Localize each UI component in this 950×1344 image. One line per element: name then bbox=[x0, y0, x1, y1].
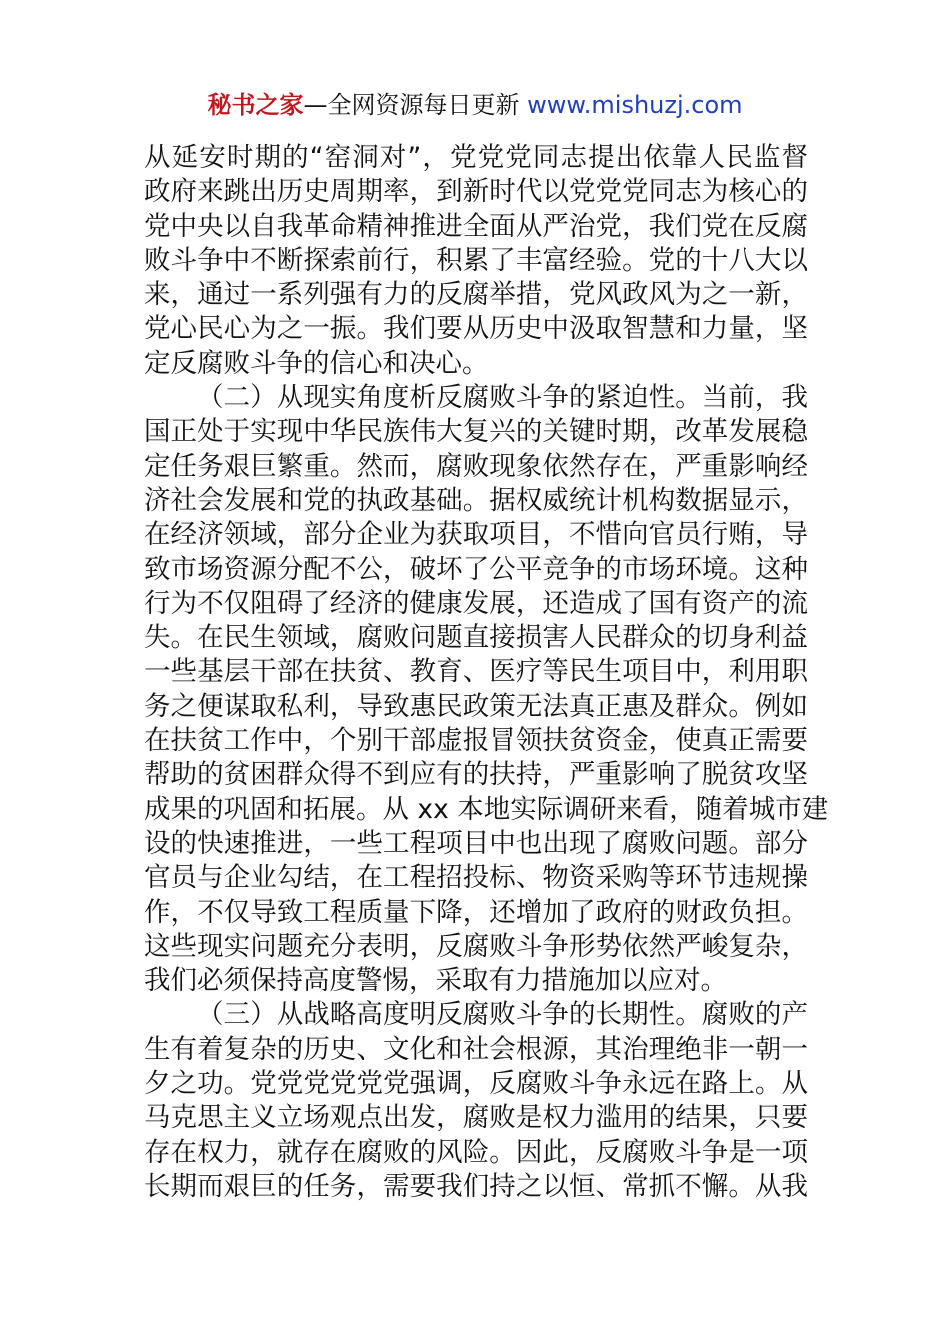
text-line: 夕之功。党党党党党党强调，反腐败斗争永远在路上。从 bbox=[144, 1068, 808, 1100]
text-line: 在扶贫工作中，个别干部虚报冒领扶贫资金，使真正需要 bbox=[144, 725, 808, 757]
text-line: 政府来跳出历史周期率，到新时代以党党党同志为核心的 bbox=[144, 176, 808, 208]
site-link[interactable]: www.mishuzj.com bbox=[527, 91, 743, 119]
text-line: 败斗争中不断探索前行，积累了丰富经验。党的十八大以 bbox=[144, 244, 808, 276]
text-line: 作，不仅导致工程质量下降，还增加了政府的财政负担。 bbox=[144, 896, 808, 928]
text-line: 行为不仅阻碍了经济的健康发展，还造成了国有资产的流 bbox=[144, 587, 808, 619]
text-line: 官员与企业勾结，在工程招投标、物资采购等环节违规操 bbox=[144, 862, 808, 894]
text-line: （三）从战略高度明反腐败斗争的长期性。腐败的产 bbox=[197, 999, 808, 1031]
text-line: 致市场资源分配不公，破坏了公平竞争的市场环境。这种 bbox=[144, 553, 808, 585]
text-line: 成果的巩固和拓展。从 xx 本地实际调研来看，随着城市建 bbox=[144, 793, 829, 825]
text-line: 党心民心为之一振。我们要从历史中汲取智慧和力量，坚 bbox=[144, 313, 808, 345]
text-line: 务之便谋取私利，导致惠民政策无法真正惠及群众。例如 bbox=[144, 690, 808, 722]
text-line: 失。在民生领域，腐败问题直接损害人民群众的切身利益 bbox=[144, 622, 808, 654]
text-line: 从延安时期的“窑洞对”，党党党同志提出依靠人民监督 bbox=[144, 142, 808, 173]
text-line: 设的快速推进，一些工程项目中也出现了腐败问题。部分 bbox=[144, 827, 808, 859]
text-line: 我们必须保持高度警惕，采取有力措施加以应对。 bbox=[144, 965, 727, 997]
text-line: （二）从现实角度析反腐败斗争的紧迫性。当前，我 bbox=[197, 382, 808, 414]
text-line: 一些基层干部在扶贫、教育、医疗等民生项目中，利用职 bbox=[144, 656, 808, 688]
text-line: 存在权力，就存在腐败的风险。因此，反腐败斗争是一项 bbox=[144, 1136, 808, 1168]
text-line: 生有着复杂的历史、文化和社会根源，其治理绝非一朝一 bbox=[144, 1033, 808, 1065]
text-line: 在经济领域，部分企业为获取项目，不惜向官员行贿，导 bbox=[144, 519, 808, 551]
text-line: 定反腐败斗争的信心和决心。 bbox=[144, 347, 489, 379]
text-line: 党中央以自我革命精神推进全面从严治党，我们党在反腐 bbox=[144, 210, 808, 242]
text-line: 来，通过一系列强有力的反腐举措，党风政风为之一新， bbox=[144, 279, 808, 311]
header-tagline: —全网资源每日更新 bbox=[303, 91, 528, 119]
text-line: 定任务艰巨繁重。然而，腐败现象依然存在，严重影响经 bbox=[144, 450, 808, 482]
brand-name: 秘书之家 bbox=[207, 91, 304, 119]
document-body bbox=[144, 141, 829, 1204]
page-header bbox=[0, 90, 950, 120]
text-line: 帮助的贫困群众得不到应有的扶持，严重影响了脱贫攻坚 bbox=[144, 759, 808, 791]
text-line: 长期而艰巨的任务，需要我们持之以恒、常抓不懈。从我 bbox=[144, 1170, 808, 1202]
text-line: 这些现实问题充分表明，反腐败斗争形势依然严峻复杂， bbox=[144, 930, 808, 962]
text-line: 马克思主义立场观点出发，腐败是权力滥用的结果，只要 bbox=[144, 1102, 808, 1134]
text-line: 济社会发展和党的执政基础。据权威统计机构数据显示， bbox=[144, 484, 808, 516]
text-line: 国正处于实现中华民族伟大复兴的关键时期，改革发展稳 bbox=[144, 416, 808, 448]
